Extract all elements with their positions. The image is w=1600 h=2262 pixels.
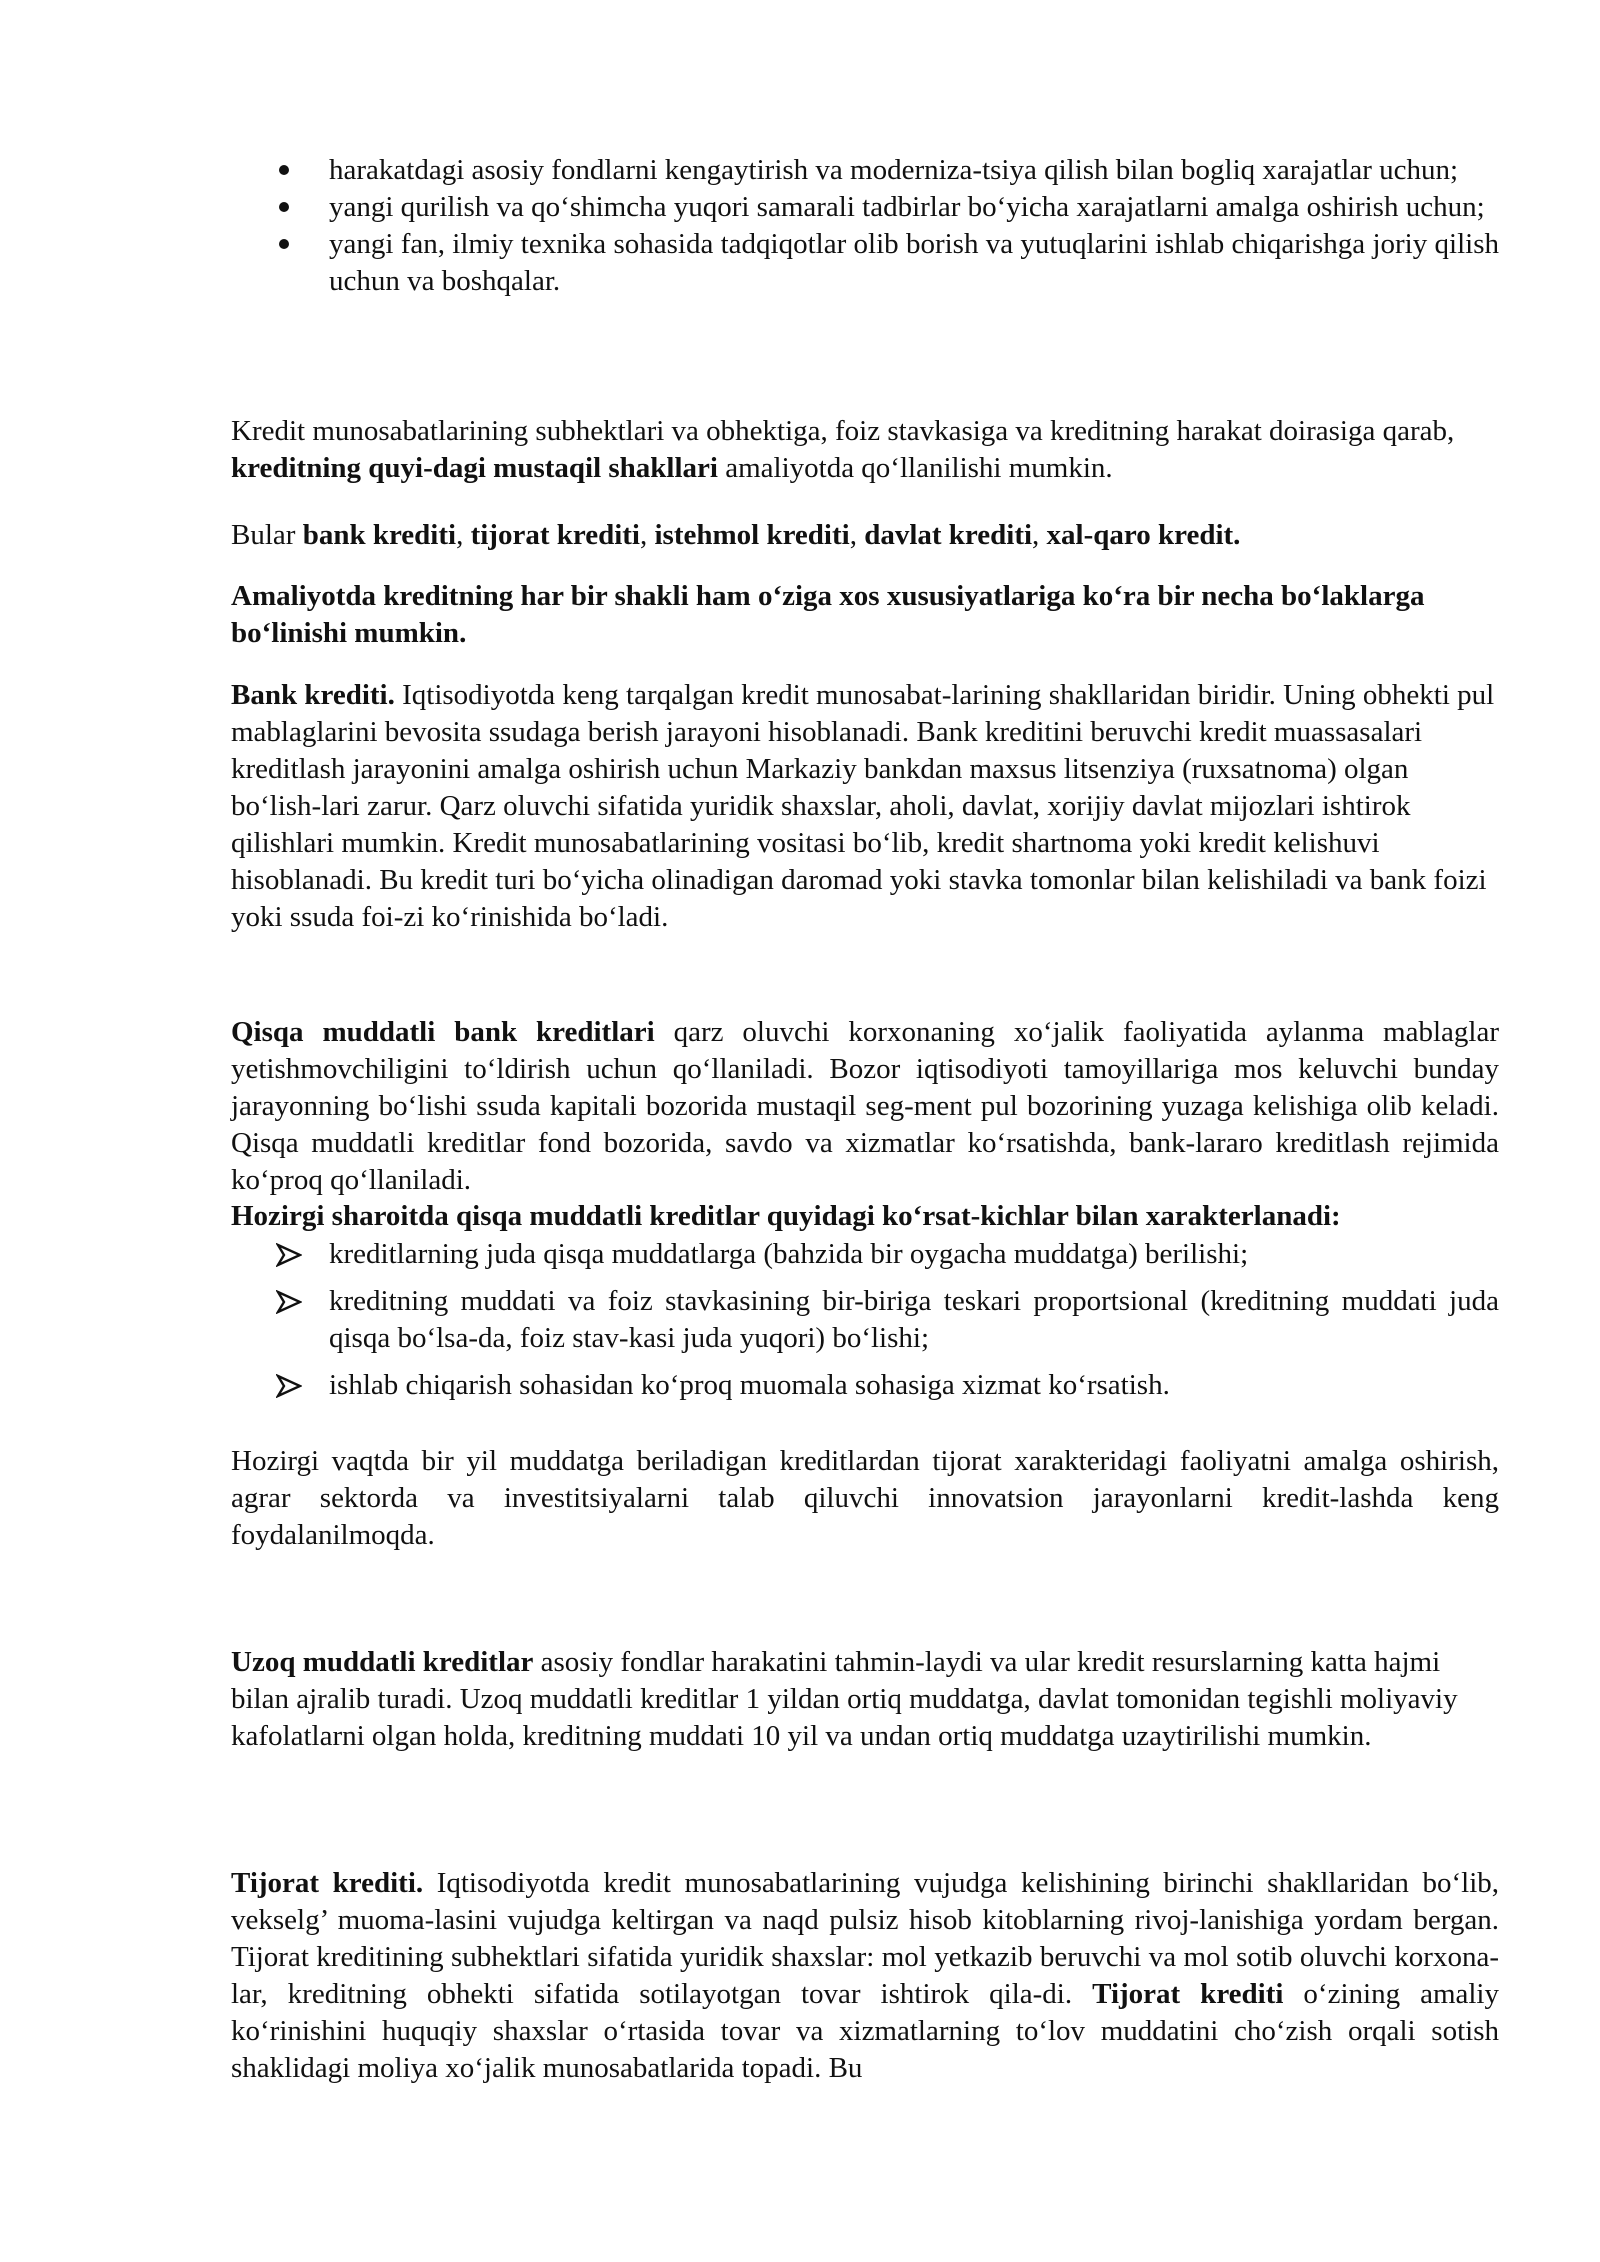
type-consumer-credit: istehmol krediti [654, 519, 850, 551]
heading-text: Hozirgi sharoitda qisqa muddatli kreditlar quyidagi ko‘rsat-kichlar bilan xarakterlanadi: [231, 1200, 1341, 1232]
separator: , [456, 519, 471, 551]
short-term-characteristics-list [231, 1236, 1499, 1414]
list-item [231, 1236, 1499, 1273]
bullet-text: harakatdagi asosiy fondlarni kengaytirish va moderniza-tsiya qilish bilan bogliq xarajatlar uchun; [329, 154, 1459, 186]
type-international-credit: xal-qaro kredit. [1046, 519, 1241, 551]
list-item [231, 152, 1499, 189]
bullet-text: yangi fan, ilmiy texnika sohasida tadqiqotlar olib borish va yutuqlarini ishlab chiqarishga joriy qilish uchun va boshqalar. [329, 228, 1499, 297]
credit-forms-paragraph [231, 413, 1471, 487]
paragraph-text: amaliyotda qo‘llanilishi mumkin. [717, 452, 1113, 484]
separator: , [639, 519, 655, 551]
long-term-paragraph [231, 1644, 1499, 1755]
list-item [231, 1283, 1499, 1357]
type-state-credit: davlat krediti [864, 519, 1033, 551]
point-text: ishlab chiqarish sohasidan ko‘proq muomala sohasiga xizmat ko‘rsatish. [329, 1369, 1170, 1401]
amaliyot-heading [231, 578, 1431, 652]
separator: , [1032, 519, 1047, 551]
list-item [231, 226, 1499, 300]
expense-bullet-list [231, 152, 1499, 300]
section-title: Bank krediti. [231, 679, 395, 711]
list-item [231, 1367, 1499, 1404]
point-text: kreditning muddati va foiz stavkasining bir-biriga teskari proportsional (kreditning muddati juda qisqa bo‘lsa-da, foiz stav-kasi juda yuqori) bo‘lishi; [329, 1285, 1499, 1354]
type-bank-credit: bank krediti [302, 519, 457, 551]
short-term-heading [231, 1198, 1499, 1235]
paragraph-text: Hozirgi vaqtda bir yil muddatga beriladigan kreditlardan tijorat xarakteridagi faoliyatni amalga oshirish, agrar sektorda va investitsiyalarni talab qiluvchi innovatsion jarayonlarni kredit-lashda keng foydalanilmoqda. [231, 1445, 1499, 1551]
types-lead: Bular [231, 519, 303, 551]
heading-text: Amaliyotda kreditning har bir shakli ham o‘ziga xos xususiyatlariga ko‘ra bir necha bo‘laklarga bo‘linishi mumkin. [231, 580, 1425, 649]
credit-types-line [231, 517, 1499, 554]
short-term-paragraph [231, 1014, 1499, 1199]
type-trade-credit: tijorat krediti [470, 519, 640, 551]
bold-term: Tijorat krediti [1092, 1978, 1284, 2010]
paragraph-text: asosiy fondlar harakatini tahmin-laydi va ular kredit resurslarning katta hajmi bilan ajralib turadi. Uzoq muddatli kreditlar 1 yildan ortiq muddatga, davlat tomonidan tegishli moliyaviy kafolatlarni olgan holda, kreditning muddati 10 yil va undan ortiq muddatga uzaytirilishi mumkin. [231, 1646, 1458, 1752]
paragraph-text: o‘zining amaliy ko‘rinishini huquqiy shaxslar o‘rtasida tovar va xizmatlarning to‘lov muddatini cho‘zish orqali sotish shaklidagi moliya xo‘jalik munosabatlarida topadi. Bu [231, 1978, 1499, 2084]
section-title: Qisqa muddatli bank kreditlari [231, 1016, 655, 1048]
bank-credit-paragraph [231, 677, 1499, 936]
paragraph-text: Kredit munosabatlarining subhektlari va obhektiga, foiz stavkasiga va kreditning harakat doirasiga qarab, [231, 415, 1455, 447]
point-text: kreditlarning juda qisqa muddatlarga (bahzida bir oygacha muddatga) berilishi; [329, 1238, 1249, 1270]
bold-term: kreditning quyi-dagi mustaqil shakllari [231, 452, 718, 484]
bullet-text: yangi qurilish va qo‘shimcha yuqori samarali tadbirlar bo‘yicha xarajatlarni amalga oshirish uchun; [329, 191, 1485, 223]
paragraph-text: Iqtisodiyotda kredit munosabatlarining vujudga kelishining birinchi shakllaridan bo‘lib, vekselg’ muoma-lasini vujudga keltirgan va naqd pulsiz hisob kitoblarning rivoj-lanishiga yordam bergan. Tijorat kreditining subhektlari sifatida yuridik shaxslar: mol yetkazib beruvchi va mol sotib oluvchi korxona-lar, kreditning obhekti sifatida sotilayotgan tovar ishtirok qila-di. [231, 1867, 1500, 2010]
paragraph-text: Iqtisodiyotda keng tarqalgan kredit munosabat-larining shakllaridan biridir. Uning obhekti pul mablaglarini bevosita ssudaga berish jarayoni hisoblanadi. Bank kreditini beruvchi kredit muassasalari kreditlash jarayonini amalga oshirish uchun Markaziy bankdan maxsus litsenziya (ruxsatnoma) olgan bo‘lish-lari zarur. Qarz oluvchi sifatida yuridik shaxslar, aholi, davlat, xorijiy davlat mijozlari ishtirok qilishlari mumkin. Kredit munosabatlarining vositasi bo‘lib, kredit shartnoma yoki kredit kelishuvi hisoblanadi. Bu kredit turi bo‘yicha olinadigan daromad yoki stavka tomonlar bilan kelishiladi va bank foizi yoki ssuda foi-zi ko‘rinishida bo‘ladi. [231, 679, 1495, 933]
paragraph-text: qarz oluvchi korxonaning xo‘jalik faoliyatida aylanma mablaglar yetishmovchiligini to‘ldirish uchun qo‘llaniladi. Bozor iqtisodiyoti tamoyillariga mos keluvchi bunday jarayonning bo‘lishi ssuda kapitali bozorida mustaqil seg-ment pul bozorining yuzaga kelishiga olib keladi. Qisqa muddatli kreditlar fond bozorida, savdo va xizmatlar ko‘rsatishda, bank-lararo kreditlash rejimida ko‘proq qo‘llaniladi. [231, 1016, 1499, 1196]
section-title: Tijorat krediti. [231, 1867, 424, 1899]
section-title: Uzoq muddatli kreditlar [231, 1646, 534, 1678]
current-usage-paragraph [231, 1443, 1499, 1554]
separator: , [849, 519, 865, 551]
trade-credit-paragraph [231, 1865, 1499, 2087]
list-item [231, 189, 1499, 226]
